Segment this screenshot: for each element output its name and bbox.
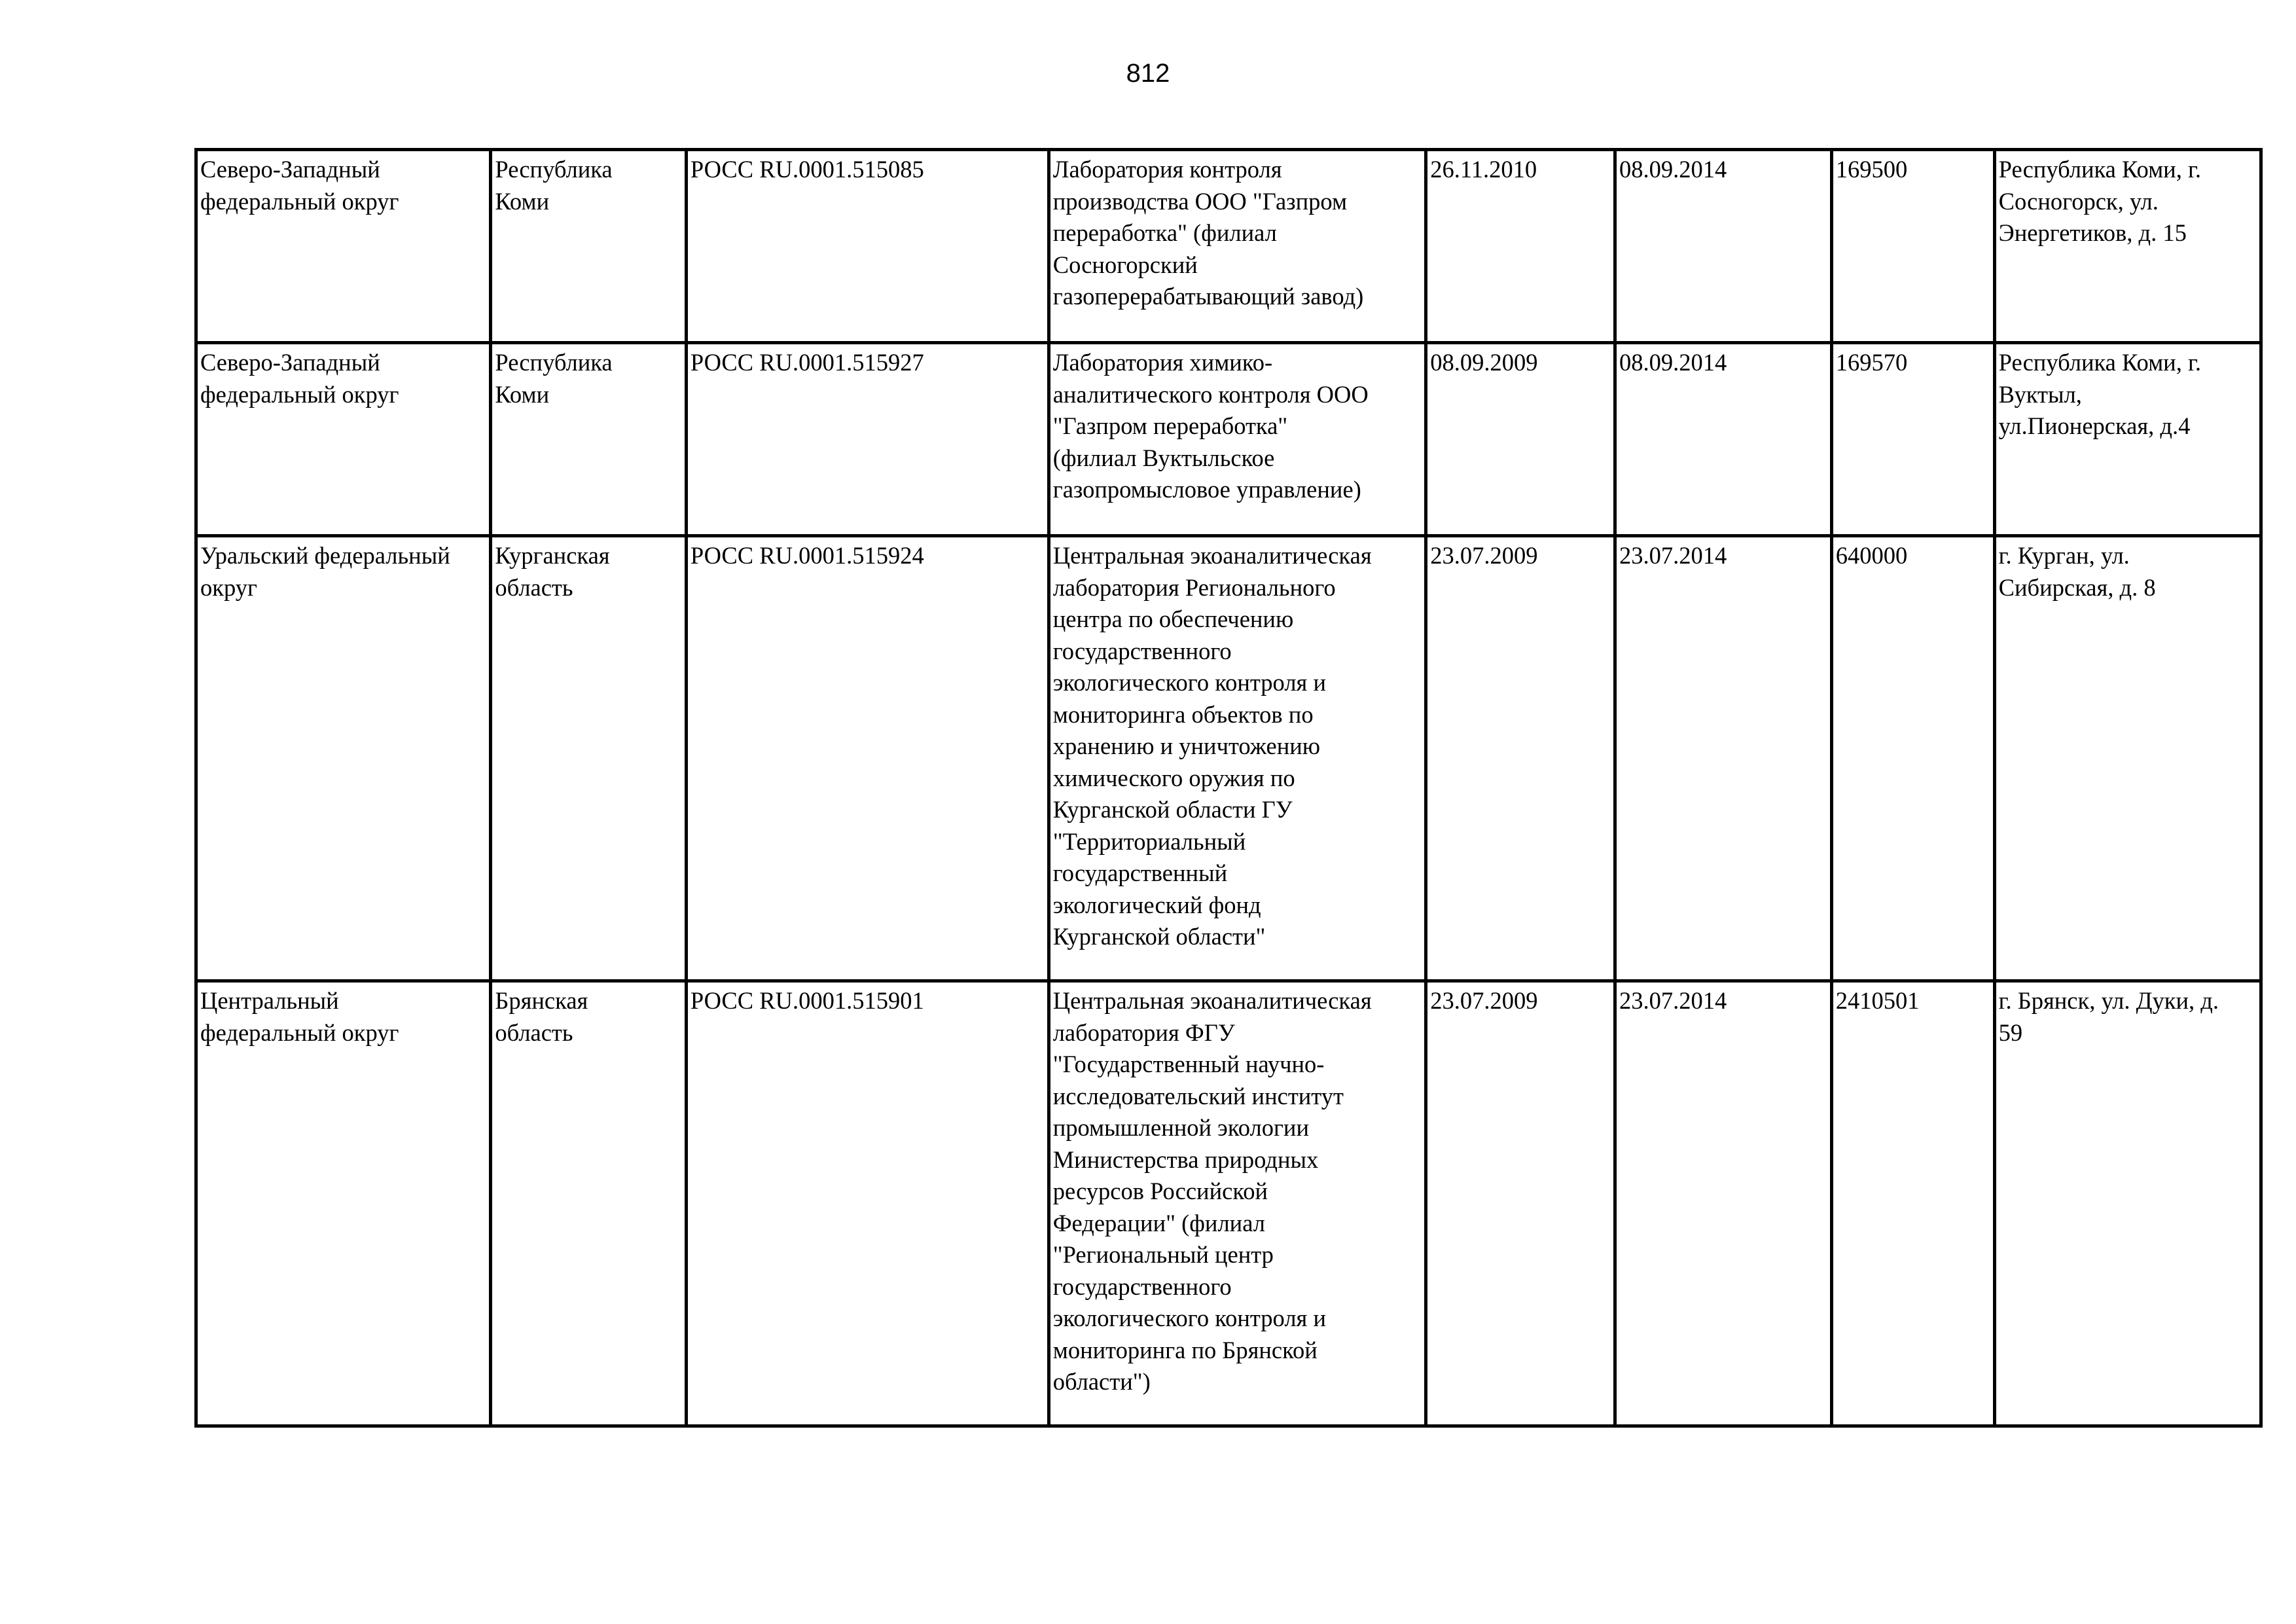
laboratory-registry-table — [194, 148, 2263, 1428]
laboratory-cell: Лаборатория контроля производства ООО "Газпром переработка" (филиал Сосногорский газоперерабатывающий завод) — [1049, 150, 1426, 343]
postcode-cell: 169570 — [1831, 343, 1994, 536]
date-expires-cell: 08.09.2014 — [1615, 150, 1831, 343]
certificate-cell: РОСС RU.0001.515927 — [686, 343, 1049, 536]
district-cell: Северо-Западный федеральный округ — [196, 150, 491, 343]
region-cell: Республика Коми — [491, 343, 686, 536]
region-cell: Республика Коми — [491, 150, 686, 343]
date-expires-cell: 08.09.2014 — [1615, 343, 1831, 536]
region-cell: Курганская область — [491, 536, 686, 981]
address-cell: Республика Коми, г. Сосногорск, ул. Энергетиков, д. 15 — [1994, 150, 2261, 343]
postcode-cell: 2410501 — [1831, 981, 1994, 1426]
address-cell: г. Брянск, ул. Дуки, д. 59 — [1994, 981, 2261, 1426]
table-row — [196, 536, 2261, 981]
postcode-cell: 169500 — [1831, 150, 1994, 343]
laboratory-cell: Центральная экоаналитическая лаборатория ФГУ "Государственный научно- исследовательский институт промышленной экологии Министерства природных ресурсов Российской Федерации" (филиал "Региональный центр государственного экологического контроля и мониторинга по Брянской области") — [1049, 981, 1426, 1426]
date-expires-cell: 23.07.2014 — [1615, 981, 1831, 1426]
address-cell: г. Курган, ул. Сибирская, д. 8 — [1994, 536, 2261, 981]
date-issued-cell: 26.11.2010 — [1426, 150, 1615, 343]
laboratory-cell: Центральная экоаналитическая лаборатория Регионального центра по обеспечению государственного экологического контроля и мониторинга объектов по хранению и уничтожению химического оружия по Курганской области ГУ "Территориальный государственный экологический фонд Курганской области" — [1049, 536, 1426, 981]
district-cell: Центральный федеральный округ — [196, 981, 491, 1426]
date-expires-cell: 23.07.2014 — [1615, 536, 1831, 981]
postcode-cell: 640000 — [1831, 536, 1994, 981]
district-cell: Уральский федеральный округ — [196, 536, 491, 981]
table-row — [196, 981, 2261, 1426]
address-cell: Республика Коми, г. Вуктыл, ул.Пионерская, д.4 — [1994, 343, 2261, 536]
certificate-cell: РОСС RU.0001.515901 — [686, 981, 1049, 1426]
date-issued-cell: 08.09.2009 — [1426, 343, 1615, 536]
date-issued-cell: 23.07.2009 — [1426, 536, 1615, 981]
table-row — [196, 150, 2261, 343]
certificate-cell: РОСС RU.0001.515085 — [686, 150, 1049, 343]
district-cell: Северо-Западный федеральный округ — [196, 343, 491, 536]
page-number: 812 — [1126, 59, 1170, 88]
certificate-cell: РОСС RU.0001.515924 — [686, 536, 1049, 981]
date-issued-cell: 23.07.2009 — [1426, 981, 1615, 1426]
region-cell: Брянская область — [491, 981, 686, 1426]
table-row — [196, 343, 2261, 536]
laboratory-cell: Лаборатория химико- аналитического контроля ООО "Газпром переработка" (филиал Вуктыльское газопромысловое управление) — [1049, 343, 1426, 536]
